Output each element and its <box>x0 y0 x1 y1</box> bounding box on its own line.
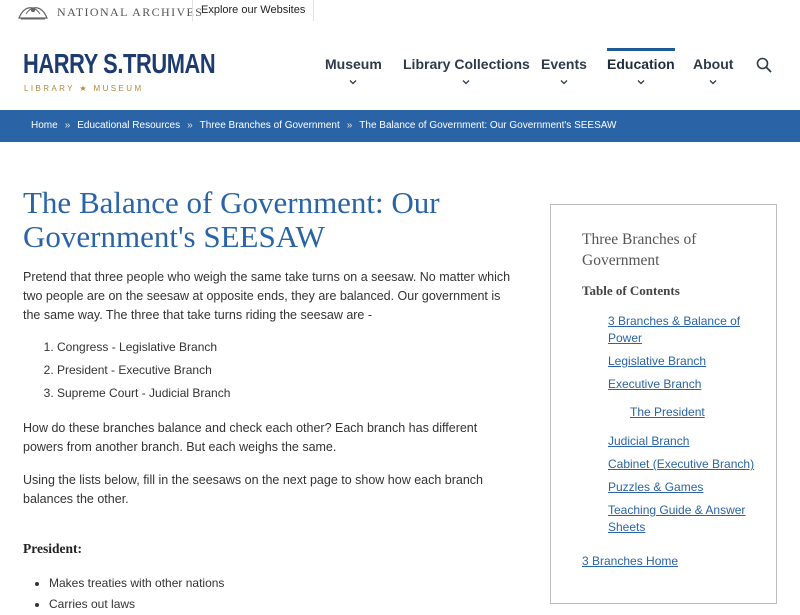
chevron-down-icon <box>637 78 645 86</box>
logo-subtitle: LIBRARY ★ MUSEUM <box>24 84 144 93</box>
toc-item <box>608 404 768 421</box>
chevron-down-icon <box>709 78 717 86</box>
toc-link-president[interactable]: The President <box>630 405 705 419</box>
chevron-down-icon <box>560 78 568 86</box>
nav-education-label: Education <box>607 48 675 72</box>
breadcrumb-current: The Balance of Government: Our Government's SEESAW <box>359 120 617 131</box>
toc-item <box>608 502 768 536</box>
explore-websites-link[interactable]: Explore our Websites <box>192 0 314 21</box>
page-title: The Balance of Government: Our Government's SEESAW <box>23 185 440 254</box>
toc-item <box>608 456 768 473</box>
balance-paragraph: How do these branches balance and check each other? Each branch has different powers from another branch. But each weighs the same. <box>23 421 478 454</box>
breadcrumb-home[interactable]: Home <box>31 120 58 131</box>
toc-link-legislative[interactable]: Legislative Branch <box>608 354 707 368</box>
nav-events[interactable] <box>541 48 587 86</box>
list-item: 3. Supreme Court - Judicial Branch <box>57 382 515 405</box>
toc-item <box>608 353 768 370</box>
toc-link-executive[interactable]: Executive Branch <box>608 377 702 391</box>
nav-library-collections[interactable] <box>403 48 530 86</box>
site-header <box>0 22 800 110</box>
chevron-down-icon <box>349 78 357 86</box>
branches-list <box>23 336 515 405</box>
breadcrumb-bar <box>0 110 800 142</box>
chevron-down-icon <box>462 78 470 86</box>
list-item: • Makes treaties with other nations <box>49 573 515 594</box>
toc-link-puzzles[interactable]: Puzzles & Games <box>608 480 704 494</box>
toc-list <box>608 313 768 542</box>
instructions-paragraph: Using the lists below, fill in the seesaws on the next page to show how each branch balances the other. <box>23 473 483 506</box>
nav-about-label: About <box>693 56 734 72</box>
top-utility-bar <box>0 0 800 22</box>
nav-events-label: Events <box>541 56 587 72</box>
toc-link-teaching-guide[interactable]: Teaching Guide & Answer Sheets <box>608 503 746 534</box>
nav-about[interactable] <box>693 48 733 86</box>
toc-item <box>608 313 768 347</box>
toc-link-cabinet[interactable]: Cabinet (Executive Branch) <box>608 457 755 471</box>
president-duties-list <box>23 573 515 615</box>
main-content <box>23 186 515 615</box>
toc-link-balance-of-power[interactable]: 3 Branches & Balance of Power <box>608 314 741 345</box>
breadcrumb-separator: » <box>64 120 71 131</box>
nav-museum-label: Museum <box>325 56 382 72</box>
nav-education[interactable] <box>607 48 675 86</box>
sidebar-title: Three Branches of Government <box>582 231 697 269</box>
nav-library-collections-label: Library Collections <box>403 56 530 72</box>
toc-item <box>608 433 768 450</box>
breadcrumb-separator: » <box>187 120 193 131</box>
toc-item <box>608 376 768 393</box>
three-branches-home-link[interactable]: 3 Branches Home <box>582 554 679 568</box>
intro-paragraph: Pretend that three people who weigh the same take turns on a seesaw. No matter which two people are on the seesaw at opposite ends, they are balanced. Our government is the same way. The three that take turns riding the seesaw are - <box>23 270 511 322</box>
national-archives-eagle-icon[interactable] <box>16 0 50 22</box>
breadcrumb-educational-resources[interactable]: Educational Resources <box>77 120 181 131</box>
national-archives-label[interactable]: NATIONAL ARCHIVES <box>57 5 204 19</box>
list-item: • Carries out laws <box>49 594 515 615</box>
truman-library-logo[interactable]: HARRY S.TRUMAN <box>23 48 216 79</box>
list-item: 1. Congress - Legislative Branch <box>57 336 515 359</box>
breadcrumb-separator: » <box>346 120 353 131</box>
toc-link-judicial[interactable]: Judicial Branch <box>608 434 690 448</box>
search-icon[interactable] <box>755 56 773 74</box>
president-heading: President: <box>23 541 82 556</box>
toc-item <box>608 479 768 496</box>
list-item: 2. President - Executive Branch <box>57 359 515 382</box>
toc-heading: Table of Contents <box>582 283 680 298</box>
breadcrumb-three-branches[interactable]: Three Branches of Government <box>199 120 340 131</box>
breadcrumb <box>31 120 617 131</box>
nav-museum[interactable] <box>325 48 382 86</box>
sidebar-toc <box>550 204 777 604</box>
